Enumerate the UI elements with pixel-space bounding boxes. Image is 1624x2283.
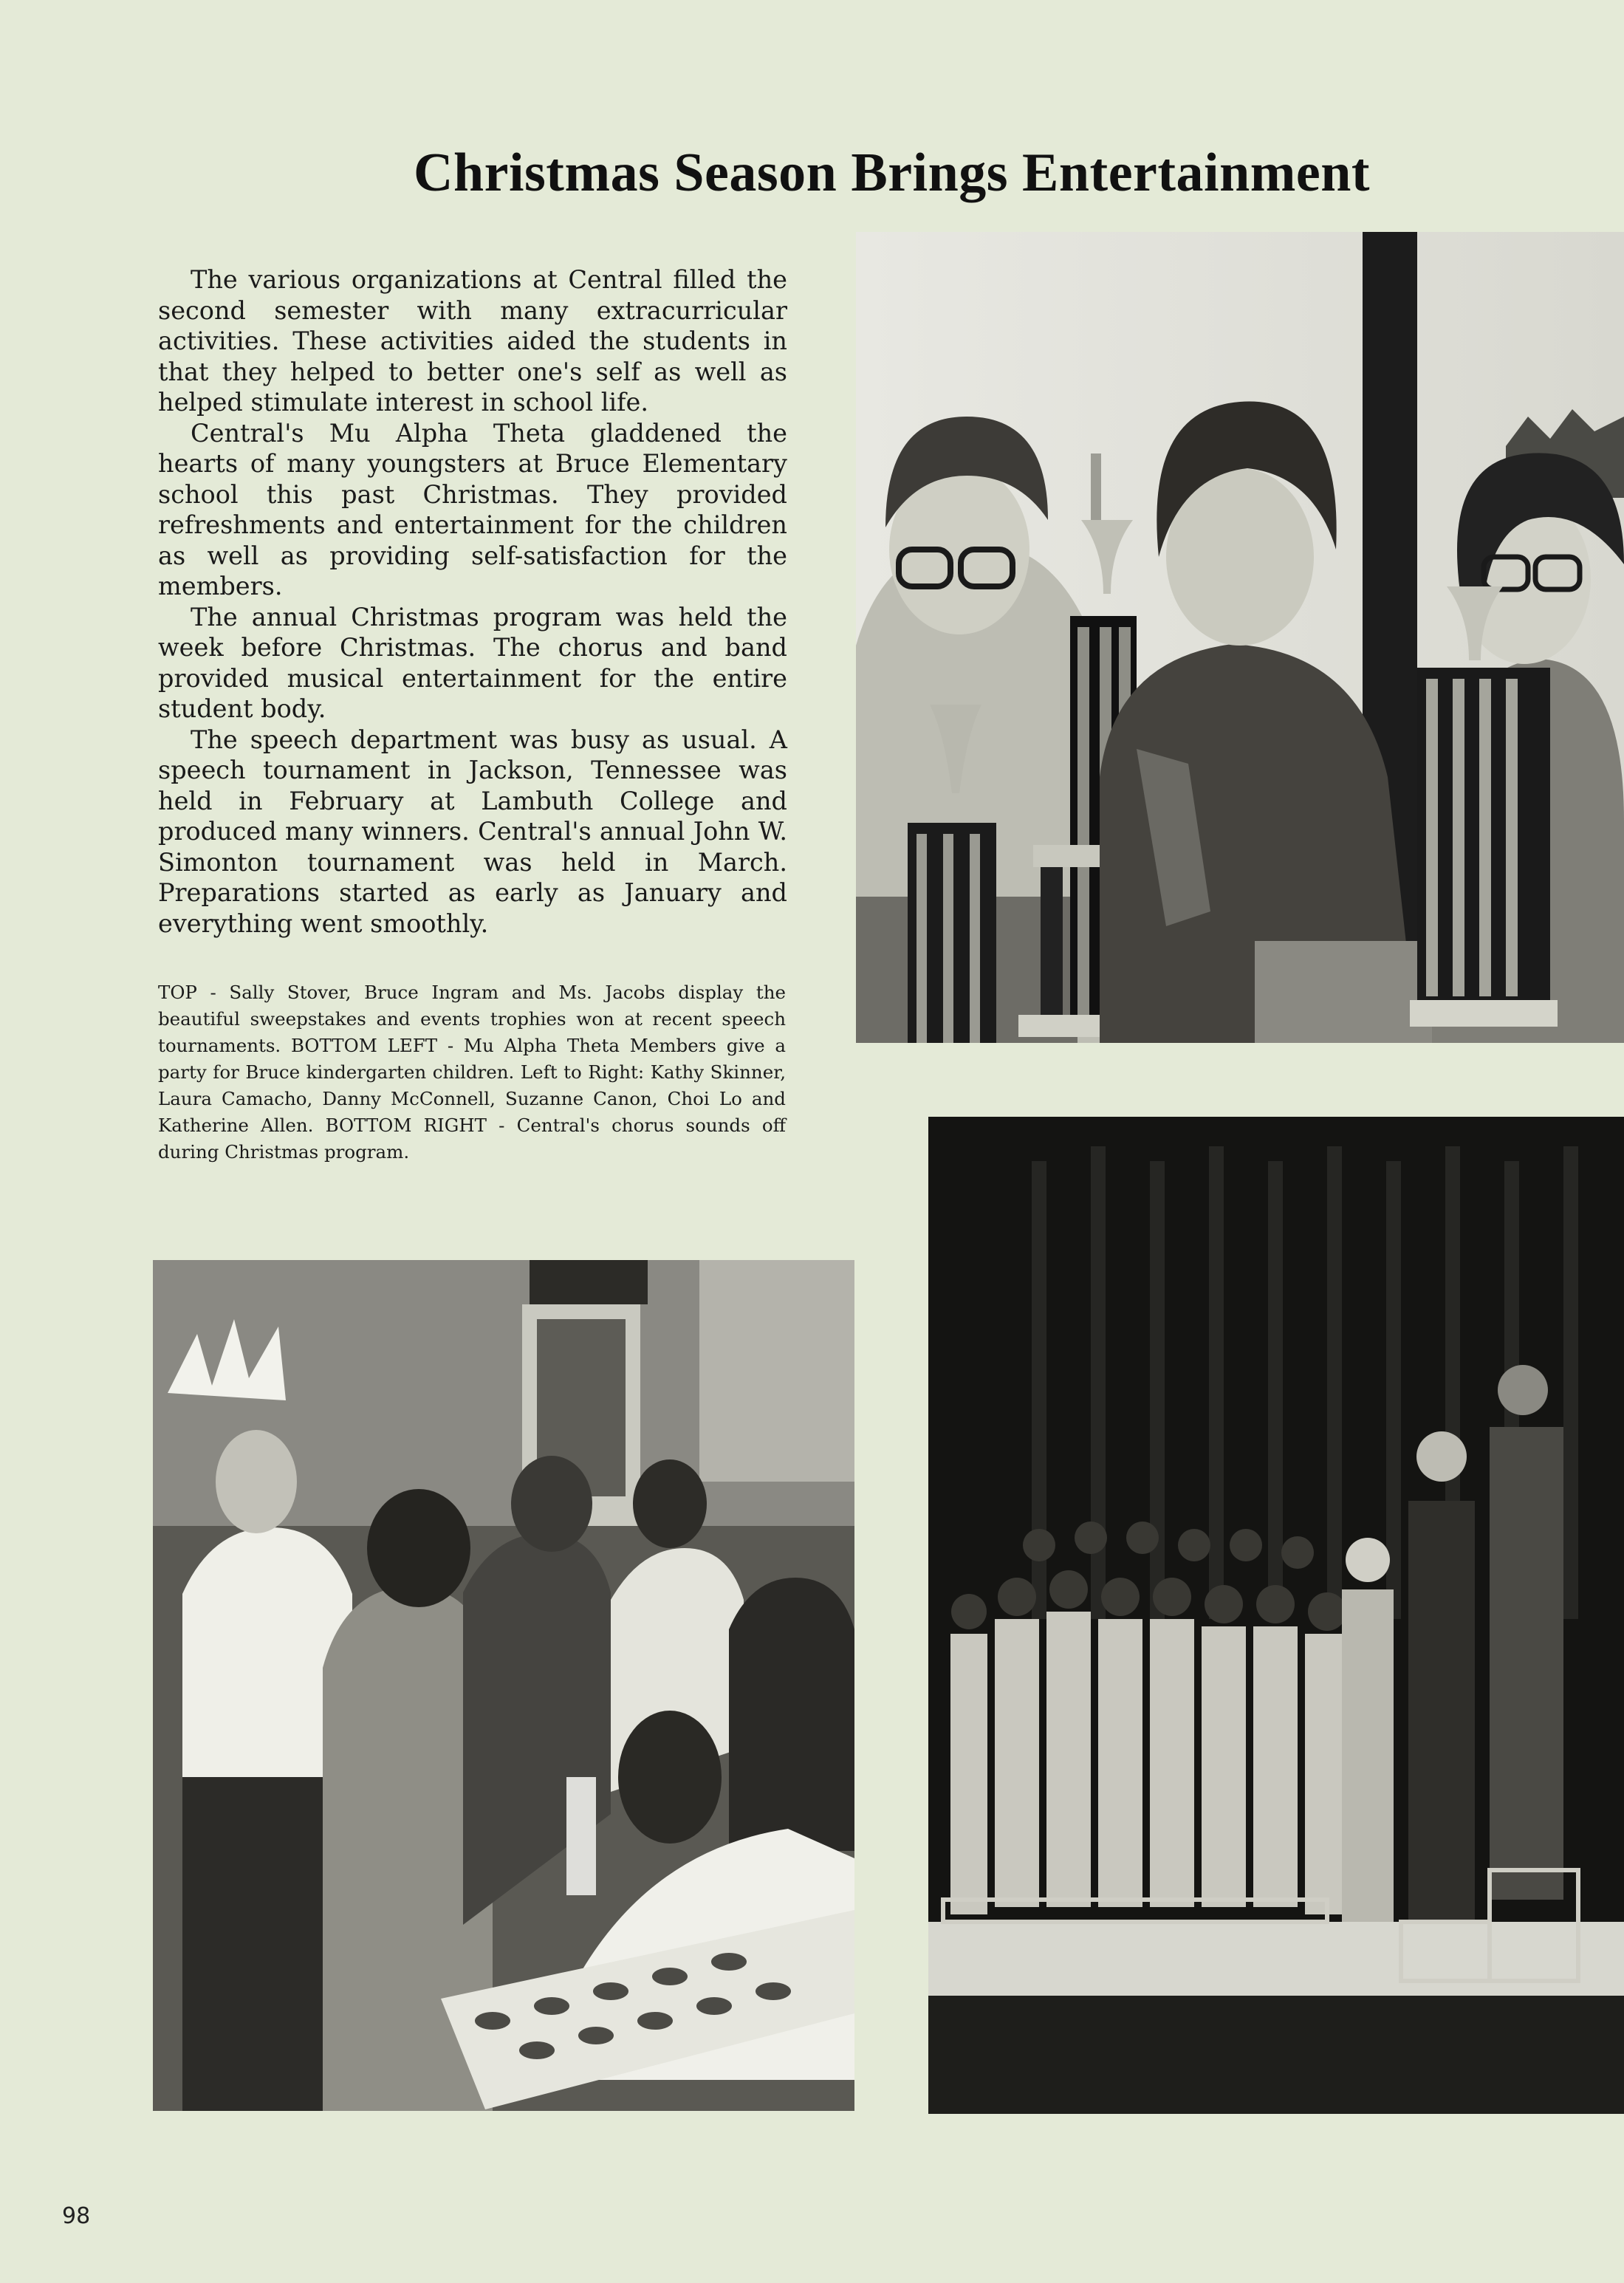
article-paragraph: The annual Christmas program was held the week before Christmas. The chorus and band provided musical entertainment for the entire student body. <box>158 602 787 723</box>
page-number: 98 <box>62 2203 91 2229</box>
photo-caption <box>158 979 786 1166</box>
trophies-photo <box>856 232 1624 1043</box>
page-title: Christmas Season Brings Entertainment <box>414 143 1371 203</box>
party-photo <box>153 1260 854 2111</box>
article-paragraph: Central's Mu Alpha Theta gladdened the hearts of many youngsters at Bruce Elementary school this past Christmas. They provided refreshments and entertainment for the children as well as providing self-satisfaction for the members. <box>158 418 787 600</box>
caption-text: TOP - Sally Stover, Bruce Ingram and Ms. Jacobs display the beautiful sweepstakes and events trophies won at recent speech tournaments. BOTTOM LEFT - Mu Alpha Theta Members give a party for Bruce kindergarten children. Left to Right: Kathy Skinner, Laura Camacho, Danny McConnell, Suzanne Canon, Choi Lo and Katherine Allen. BOTTOM RIGHT - Central's chorus sounds off during Christmas program. <box>158 982 786 1163</box>
article-paragraph: The speech department was busy as usual. A speech tournament in Jackson, Tennessee was held in February at Lambuth College and produced many winners. Central's annual John W. Simonton tournament was held in March. Preparations started as early as January and everything went smoothly. <box>158 725 787 938</box>
article-paragraph: The various organizations at Central filled the second semester with many extracurricular activities. These activities aided the students in that they helped to better one's self as well as helped stimulate interest in school life. <box>158 265 787 417</box>
article-body <box>158 264 787 939</box>
chorus-photo <box>928 1117 1624 2114</box>
